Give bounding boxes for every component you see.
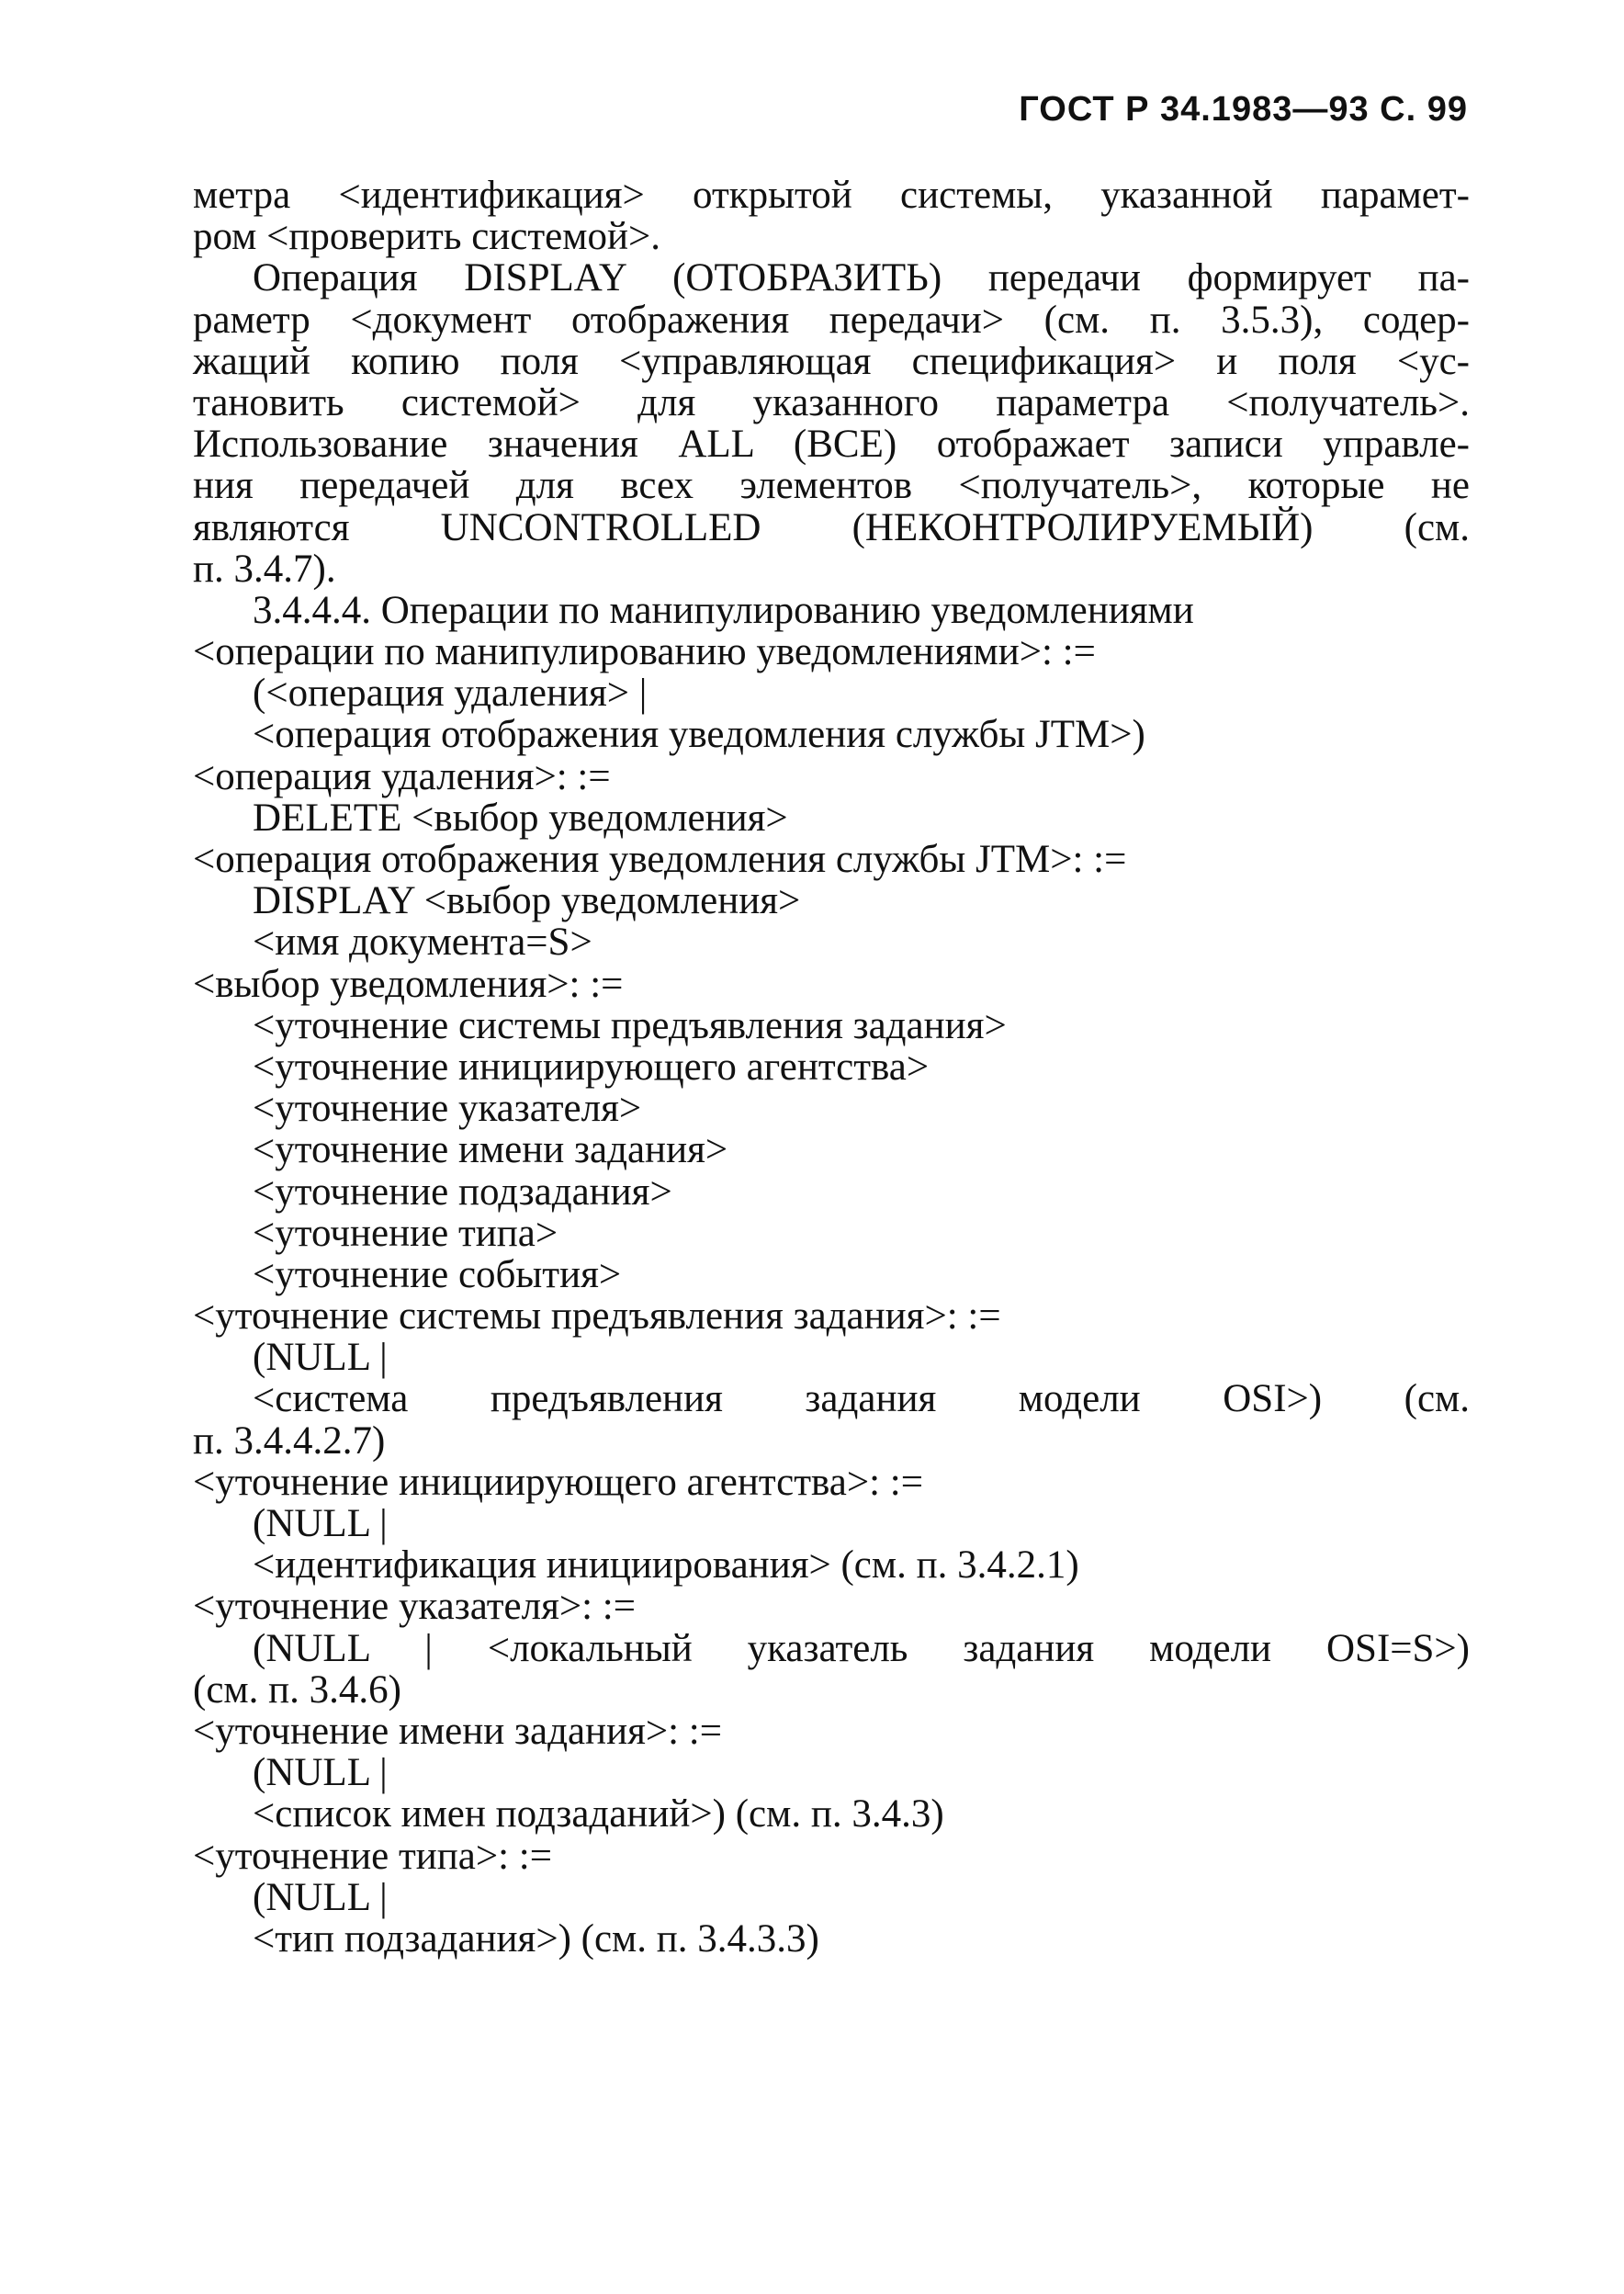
text-line: <уточнение системы предъявления задания>: := [193,1294,1001,1339]
text-line: <идентификация инициирования> (см. п. 3.4.2.1) [253,1543,1079,1588]
text-line: являются UNCONTROLLED (НЕКОНТРОЛИРУЕМЫЙ) (см. [193,505,1470,549]
text-line: <уточнение подзадания> [253,1170,672,1214]
text-line: (<операция удаления> | [253,672,648,716]
text-line: <уточнение типа>: := [193,1834,552,1878]
text-line: (см. п. 3.4.6) [193,1667,401,1712]
text-line: DELETE <выбор уведомления> [253,796,788,840]
text-line: <список имен подзаданий>) (см. п. 3.4.3) [253,1792,944,1836]
text-line: ния передачей для всех элементов <получатель>, которые не [193,464,1470,508]
text-line: <уточнение указателя> [253,1087,642,1131]
page-header: ГОСТ Р 34.1983—93 С. 99 [1019,90,1468,129]
text-line: Использование значения ALL (ВСЕ) отображает записи управле- [193,423,1470,467]
text-line: DISPLAY <выбор уведомления> [253,879,801,923]
text-line: <операция отображения уведомления службы JTM>: := [193,838,1127,881]
text-line: тановить системой> для указанного параметра <получатель>. [193,380,1470,424]
document-body [193,175,1470,1960]
text-line: <тип подзадания>) (см. п. 3.4.3.3) [253,1916,819,1961]
text-line: (NULL | [253,1336,388,1380]
text-line: (NULL | [253,1875,388,1919]
text-line: <система предъявления задания модели OSI>) (см. [253,1377,1470,1421]
text-line: п. 3.4.7). [193,547,336,591]
text-line: <операция отображения уведомления службы JTM>) [253,713,1145,757]
text-line: Операция DISPLAY (ОТОБРАЗИТЬ) передачи формирует па- [253,256,1470,300]
text-line: п. 3.4.4.2.7) [193,1418,386,1463]
text-line: <имя документа=S> [253,921,592,965]
text-line: ром <проверить системой>. [193,215,660,259]
text-line: (NULL | [253,1502,388,1545]
text-line: <операция удаления>: := [193,754,611,798]
text-line: (NULL | [253,1751,388,1795]
text-line: <уточнение инициирующего агентства>: := [193,1460,923,1504]
text-line: <уточнение имени задания>: := [193,1709,723,1753]
text-line: <уточнение события> [253,1252,622,1296]
text-line: <уточнение имени задания> [253,1128,728,1172]
text-line: <уточнение инициирующего агентства> [253,1045,930,1089]
text-line: метра <идентификация> открытой системы, указанной парамет- [193,174,1470,217]
text-line: раметр <документ отображения передачи> (см. п. 3.5.3), содер- [193,298,1470,342]
text-line: 3.4.4.4. Операции по манипулированию уведомлениями [253,588,1194,632]
text-line: жащий копию поля <управляющая спецификация> и поля <ус- [193,339,1470,383]
text-line: <уточнение указателя>: := [193,1585,636,1629]
text-line: <операции по манипулированию уведомлениями>: := [193,630,1096,674]
text-line: <уточнение типа> [253,1211,558,1255]
text-line: <уточнение системы предъявления задания> [253,1003,1007,1047]
text-line: <выбор уведомления>: := [193,962,624,1006]
text-line: (NULL | <локальный указатель задания модели OSI=S>) [253,1626,1470,1670]
